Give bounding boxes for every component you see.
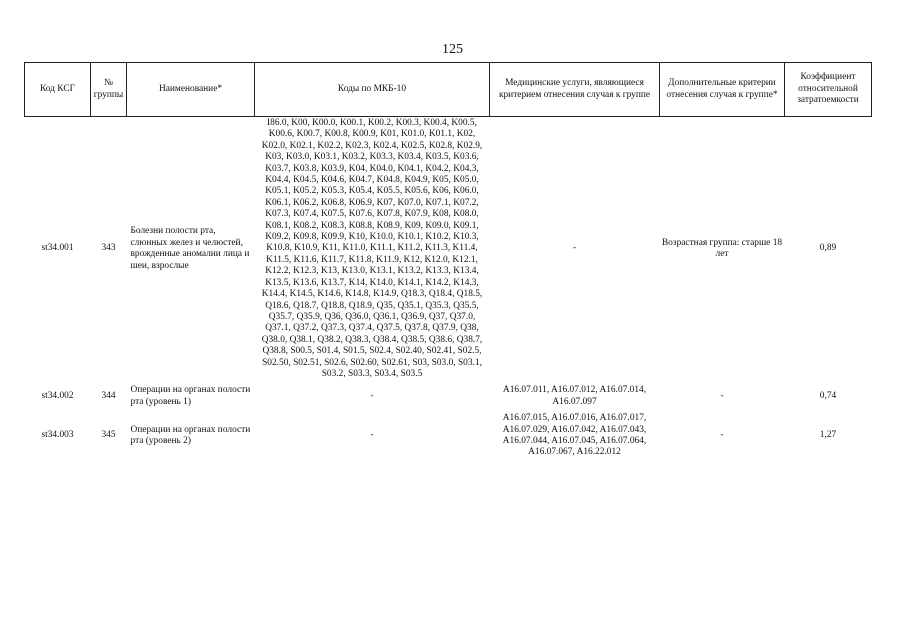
table-row	[25, 382, 872, 411]
header-coefficient: Коэффициент относительной затратоемкости	[785, 63, 872, 117]
table-row	[25, 117, 872, 383]
cell-code: st34.002	[41, 391, 74, 402]
cell-name: Болезни полости рта, слюнных желез и челюстей, врожденные аномалии лица и шеи, взрослые	[130, 226, 250, 271]
cell-group-number: 344	[101, 391, 116, 402]
cell-group-number: 345	[101, 430, 116, 441]
cell-criteria: -	[720, 391, 724, 402]
cell-icd-codes: -	[370, 430, 374, 441]
ksg-table	[24, 62, 872, 461]
cell-icd-codes: -	[370, 391, 374, 402]
header-name: Наименование*	[127, 63, 255, 117]
header-criteria: Дополнительные критерии отнесения случая к группе*	[660, 63, 785, 117]
cell-criteria: Возрастная группа: старше 18 лет	[661, 237, 783, 260]
page-number: 125	[442, 42, 463, 57]
cell-coefficient: 0,74	[819, 391, 837, 402]
cell-criteria: -	[720, 430, 724, 441]
cell-services: -	[572, 243, 577, 254]
cell-icd-codes: I86.0, K00, K00.0, K00.1, K00.2, K00.3, K00.4, K00.5, K00.6, K00.7, K00.8, K00.9, K01, K01.0, K01.1, K02, K02.0, K02.1, K02.2, K02.3, K02.4, K02.5, K02.8, K02.9, K03, K03.0, K03.1, K03.2, K03.3, K03.4, K03.5, K03.6, K03.7, K03.8, K03.9, K04, K04.0, K04.1, K04.2, K04.3, K04.4, K04.5, K04.6, K04.7, K04.8, K04.9, K05, K05.0, K05.1, K05.2, K05.3, K05.4, K05.5, K05.6, K06, K06.0, K06.1, K06.2, K06.8, K06.9, K07, K07.0, K07.1, K07.2, K07.3, K07.4, K07.5, K07.6, K07.8, K07.9, K08, K08.0, K08.1, K08.2, K08.3, K08.8, K08.9, K09, K09.0, K09.1, K09.2, K09.8, K09.9, K10, K10.0, K10.1, K10.2, K10.3, K10.8, K10.9, K11, K11.0, K11.1, K11.2, K11.3, K11.4, K11.5, K11.6, K11.7, K11.8, K11.9, K12, K12.0, K12.1, K12.2, K12.3, K13, K13.0, K13.1, K13.2, K13.3, K13.4, K13.5, K13.6, K13.7, K14, K14.0, K14.1, K14.2, K14.3, K14.4, K14.5, K14.6, K14.8, K14.9, Q18.3, Q18.4, Q18.5, Q18.6, Q18.7, Q18.8, Q18.9, Q35, Q35.1, Q35.3, Q35.5, Q35.7, Q35.9, Q36, Q36.0, Q36.1, Q36.9, Q37, Q37.0, Q37.1, Q37.2, Q37.3, Q37.4, Q37.5, Q37.8, Q37.9, Q38, Q38.0, Q38.1, Q38.2, Q38.3, Q38.4, Q38.5, Q38.6, Q38.7, Q38.8, S00.5, S01.4, S01.5, S02.4, S02.40, S02.41, S02.5, S02.50, S02.51, S02.6, S02.60, S02.61, S03, S03.0, S03.1, S03.2, S03.3, S03.4, S03.5	[261, 118, 483, 379]
cell-group-number: 343	[101, 243, 116, 254]
cell-code: st34.001	[41, 243, 74, 254]
cell-code: st34.003	[41, 430, 74, 441]
header-services: Медицинские услуги, являющиеся критерием отнесения случая к группе	[490, 63, 660, 117]
cell-services: A16.07.015, A16.07.016, A16.07.017, A16.07.029, A16.07.042, A16.07.043, A16.07.044, A16.07.045, A16.07.064, A16.07.067, A16.22.012	[502, 413, 647, 458]
cell-coefficient: 0,89	[819, 243, 837, 254]
table-row	[25, 411, 872, 461]
header-icd-codes: Коды по МКБ-10	[255, 63, 490, 117]
table-header-row	[25, 63, 872, 117]
header-code: Код КСГ	[25, 63, 91, 117]
header-group-number: № группы	[91, 63, 127, 117]
cell-coefficient: 1,27	[819, 430, 837, 441]
cell-services: A16.07.011, A16.07.012, A16.07.014, A16.07.097	[502, 385, 647, 407]
cell-name: Операции на органах полости рта (уровень 1)	[130, 385, 251, 407]
cell-name: Операции на органах полости рта (уровень 2)	[130, 424, 251, 446]
